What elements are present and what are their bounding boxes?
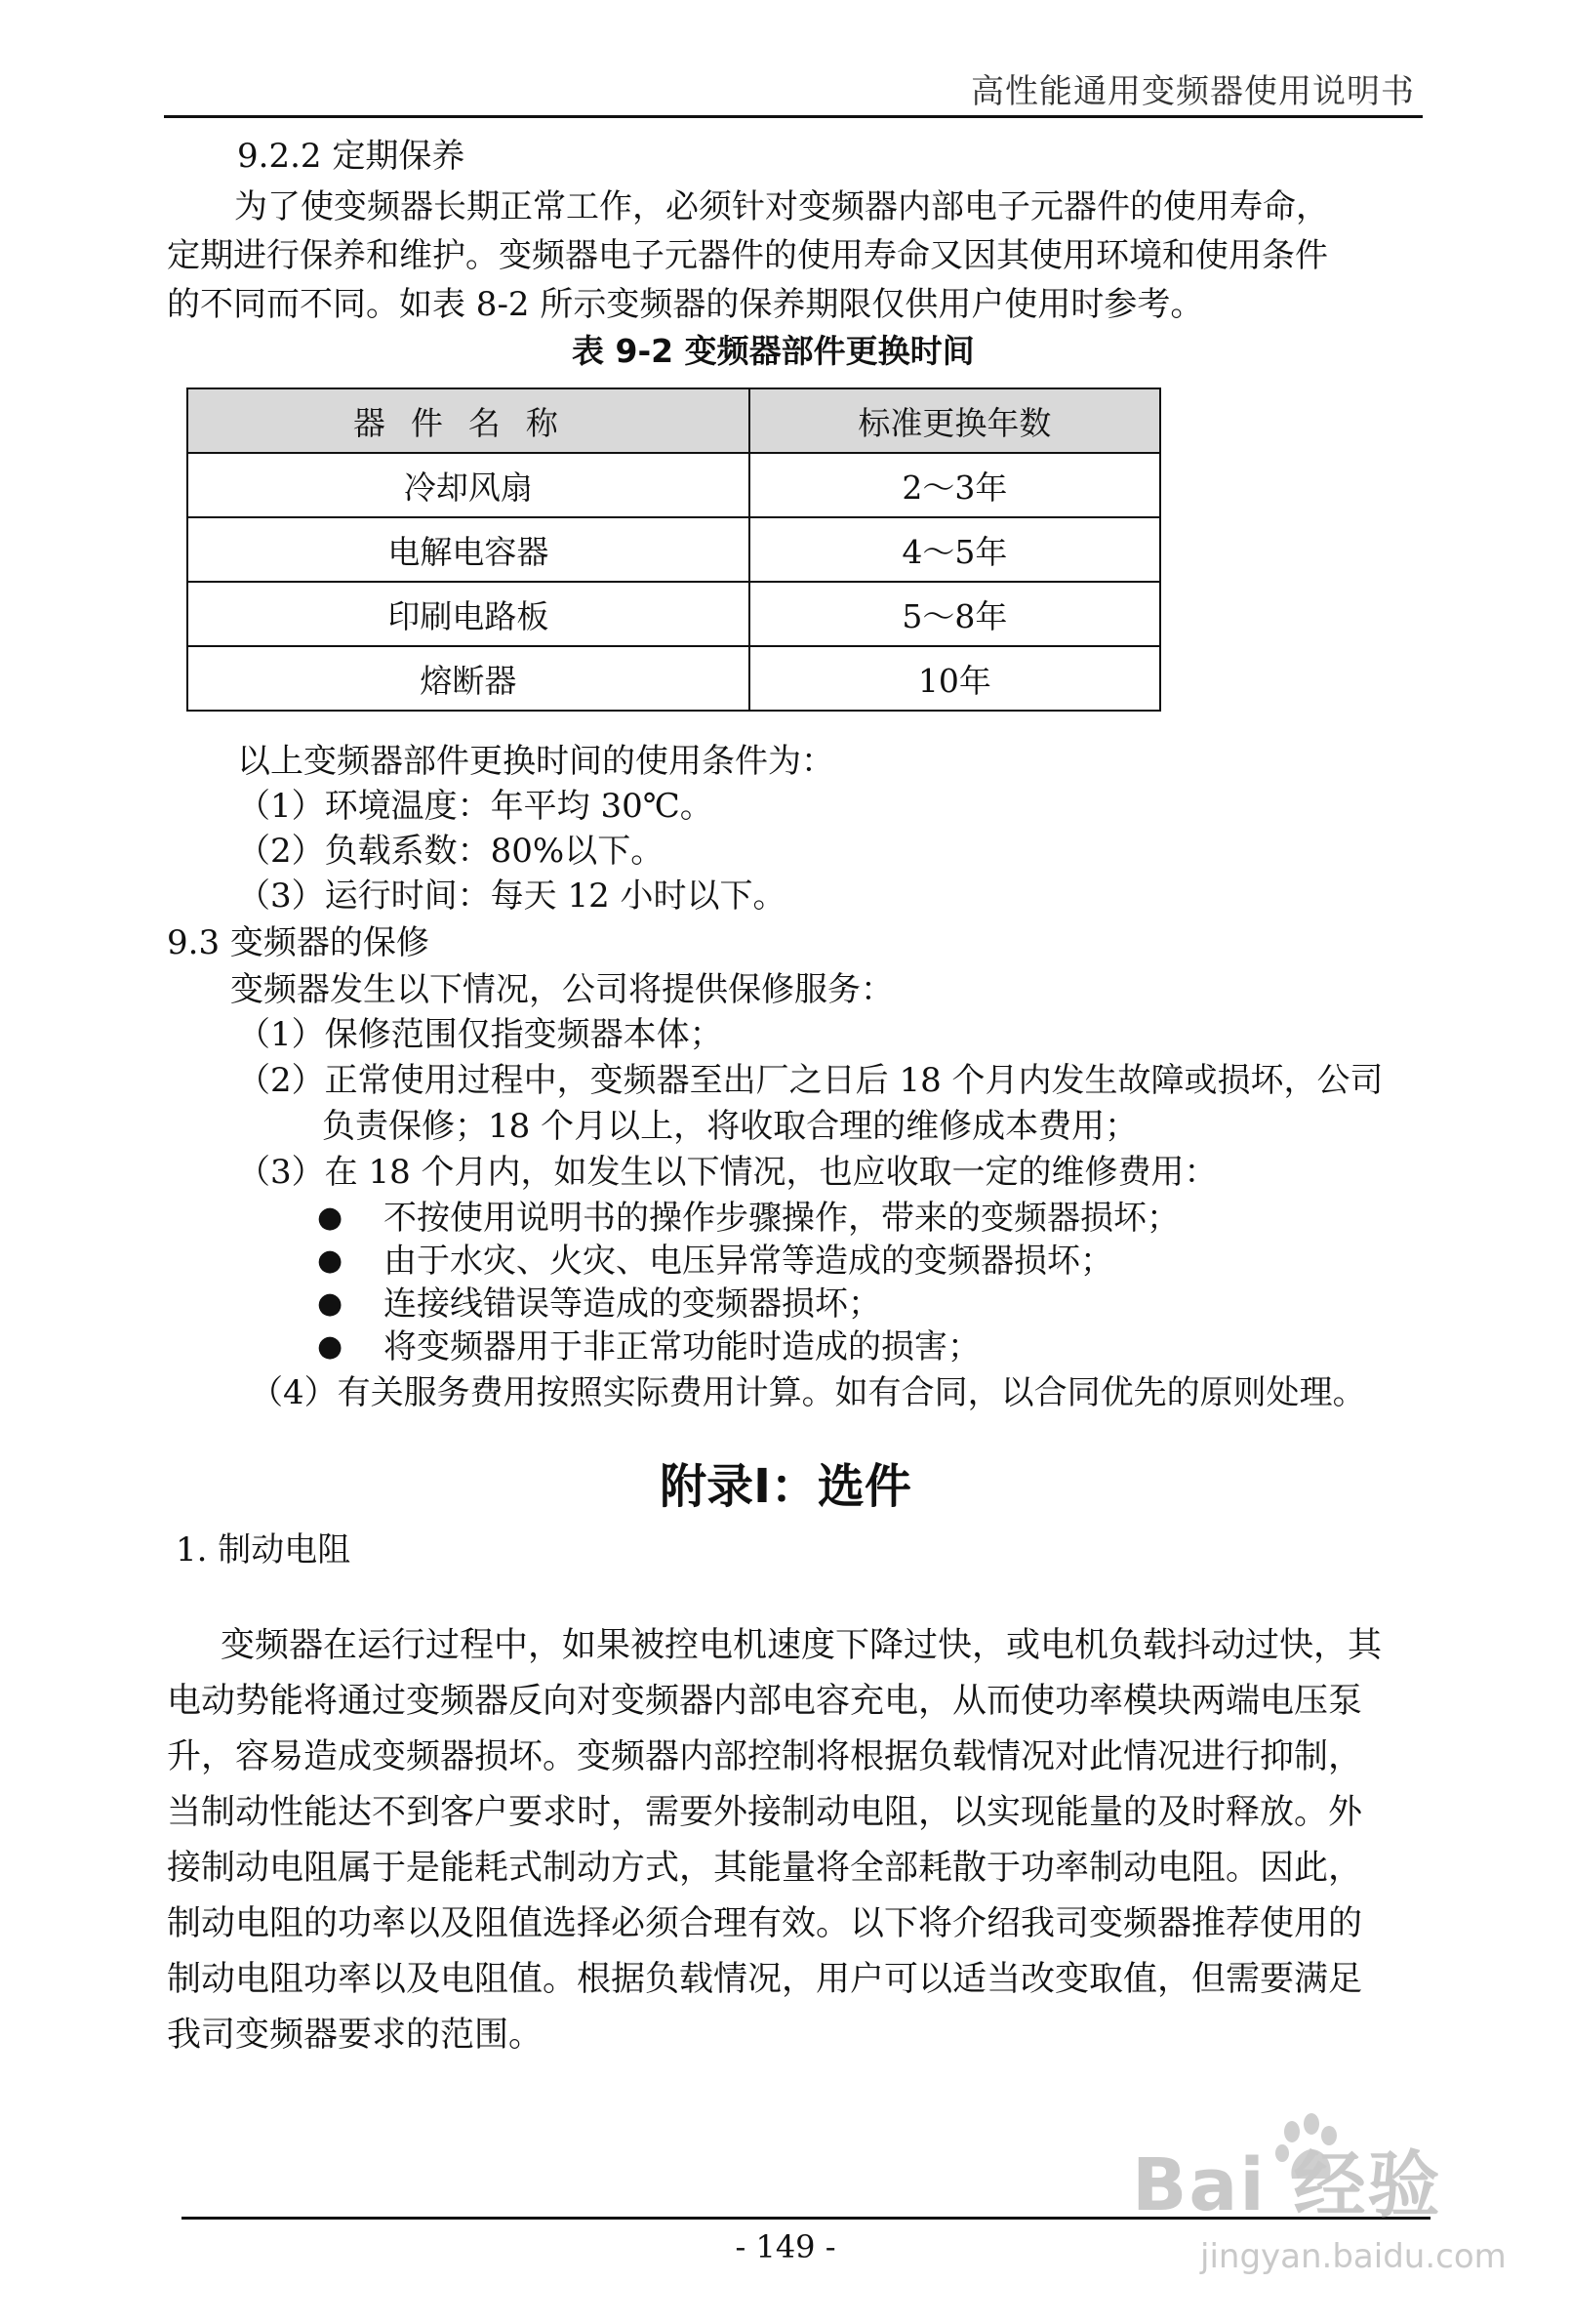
part-name-cell: 冷却风扇 <box>187 453 749 517</box>
condition-item: （3）运行时间：每天 12 小时以下。 <box>237 877 786 916</box>
bullet-item: 由于水灾、火灾、电压异常等造成的变频器损坏； <box>383 1242 1113 1281</box>
column-header-part-name: 器件名称 <box>187 388 749 453</box>
replacement-years-cell: 5～8年 <box>749 582 1160 646</box>
bullet-dot: ● <box>317 1244 343 1278</box>
warranty-item-1: （1）保修范围仅指变频器本体； <box>237 1015 723 1054</box>
bullet-dot: ● <box>317 1329 343 1364</box>
section-922-heading: 9.2.2 定期保养 <box>237 137 465 176</box>
bullet-item: 连接线错误等造成的变频器损坏； <box>383 1284 881 1324</box>
header-title: 高性能通用变频器使用说明书 <box>971 72 1415 111</box>
part-name-cell: 电解电容器 <box>187 517 749 582</box>
warranty-item-4: （4）有关服务费用按照实际费用计算。如有合同，以合同优先的原则处理。 <box>250 1373 1366 1412</box>
table-row <box>187 646 1160 711</box>
table-header-row <box>187 388 1160 453</box>
condition-item: （2）负载系数：80%以下。 <box>237 832 665 871</box>
watermark-url: jingyan.baidu.com <box>1200 2237 1507 2276</box>
table-row <box>187 453 1160 517</box>
bullet-item: 将变频器用于非正常功能时造成的损害； <box>383 1327 981 1366</box>
header-rule <box>164 115 1423 118</box>
condition-item: （1）环境温度：年平均 30℃。 <box>237 787 713 826</box>
table-row <box>187 517 1160 582</box>
warranty-item-3: （3）在 18 个月内，如发生以下情况，也应收取一定的维修费用： <box>237 1153 1218 1192</box>
appendix-paragraph-line: 升，容易造成变频器损坏。变频器内部控制将根据负载情况对此情况进行抑制， <box>167 1737 1363 1776</box>
paragraph-line: 定期进行保养和维护。变频器电子元器件的使用寿命又因其使用环境和使用条件 <box>167 236 1328 275</box>
appendix-paragraph-line: 我司变频器要求的范围。 <box>167 2016 544 2055</box>
table-row <box>187 582 1160 646</box>
conditions-intro: 以上变频器部件更换时间的使用条件为： <box>237 742 834 781</box>
section-93-heading: 9.3 变频器的保修 <box>167 923 429 962</box>
appendix-title: 附录Ⅰ：选件 <box>660 1459 911 1514</box>
warranty-intro: 变频器发生以下情况，公司将提供保修服务： <box>230 970 894 1009</box>
table-caption: 表 9-2 变频器部件更换时间 <box>572 332 975 370</box>
watermark-logo-text: Bai 经验 <box>1132 2143 1442 2227</box>
appendix-paragraph-line: 当制动性能达不到客户要求时，需要外接制动电阻，以实现能量的及时释放。外 <box>167 1793 1363 1832</box>
page-number: - 149 - <box>735 2228 836 2265</box>
appendix-paragraph-line: 电动势能将通过变频器反向对变频器内部电容充电，从而使功率模块两端电压泵 <box>167 1682 1363 1721</box>
replacement-years-cell: 4～5年 <box>749 517 1160 582</box>
appendix-paragraph-line: 制动电阻功率以及电阻值。根据负载情况，用户可以适当改变取值，但需要满足 <box>167 1960 1363 1999</box>
bullet-dot: ● <box>317 1201 343 1235</box>
appendix-sub-heading: 1. 制动电阻 <box>176 1530 351 1570</box>
part-name-cell: 熔断器 <box>187 646 749 711</box>
warranty-item-2-line-2: 负责保修；18 个月以上，将收取合理的维修成本费用； <box>322 1107 1139 1146</box>
bullet-item: 不按使用说明书的操作步骤操作，带来的变频器损坏； <box>383 1199 1180 1238</box>
part-name-cell: 印刷电路板 <box>187 582 749 646</box>
appendix-paragraph-line: 变频器在运行过程中，如果被控电机速度下降过快，或电机负载抖动过快，其 <box>221 1626 1383 1665</box>
appendix-paragraph-line: 接制动电阻属于是能耗式制动方式，其能量将全部耗散于功率制动电阻。因此， <box>167 1849 1363 1888</box>
parts-replacement-table <box>186 387 1161 712</box>
replacement-years-cell: 10年 <box>749 646 1160 711</box>
appendix-paragraph-line: 制动电阻的功率以及阻值选择必须合理有效。以下将介绍我司变频器推荐使用的 <box>167 1904 1363 1943</box>
warranty-item-2-line-1: （2）正常使用过程中，变频器至出厂之日后 18 个月内发生故障或损坏，公司 <box>237 1061 1384 1100</box>
baidu-jingyan-watermark <box>1132 2128 1522 2313</box>
bullet-dot: ● <box>317 1286 343 1321</box>
paragraph-line: 的不同而不同。如表 8-2 所示变频器的保养期限仅供用户使用时参考。 <box>167 285 1204 324</box>
replacement-years-cell: 2～3年 <box>749 453 1160 517</box>
column-header-replacement-years: 标准更换年数 <box>749 388 1160 453</box>
paragraph-line: 为了使变频器长期正常工作，必须针对变频器内部电子元器件的使用寿命， <box>234 187 1329 226</box>
